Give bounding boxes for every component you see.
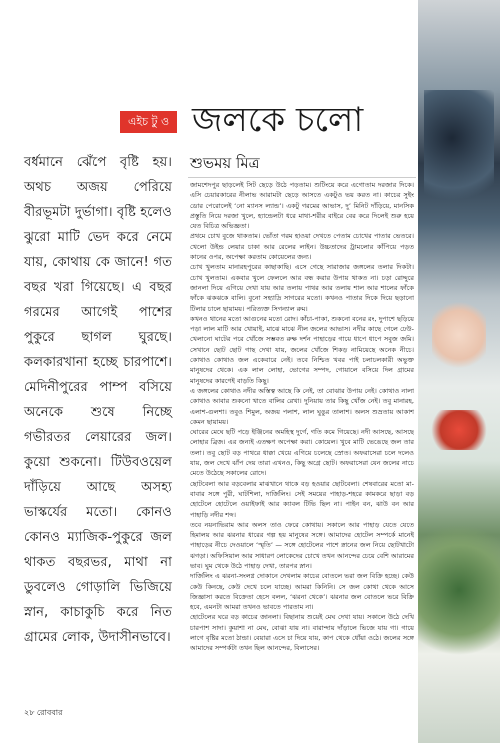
page-folio: ২৮ রোববার xyxy=(24,708,63,717)
byline-divider xyxy=(188,177,416,178)
headline: জলকে চলো xyxy=(192,100,364,140)
dark-cloud-shape xyxy=(424,90,494,210)
figure-shape xyxy=(432,300,486,370)
article-body xyxy=(190,180,414,685)
section-badge: এইচ টু ও xyxy=(120,111,177,133)
red-accent-shape xyxy=(428,410,490,450)
body-paragraph: প্রথমে চোখ বুজে থাকতাম। ভোঁতা গরম হাওয়া দেখতে পেতাম চোখের পাতার ভেতরে। খেলো উইন্ড লেয়ার চাকা আর রেলের লাইন। উচ্চতাদের ট্রামলোর কাঁপিয়ে পড়ত কানের ওপর, অপেক্ষা করতাম কোয়েলের জন্য। xyxy=(190,232,414,262)
body-paragraph: চোখ খুলতাম মানারহপুরের কাছাকাছি। এসে গেছে সারাজার জঙ্গলের তলার দিকটা। চোখ খুলতাম। একবার খুলে ফেললে আর বন্ধ করার উপায় থাকত না। চড়া রোদ্দুরে জানলা দিয়ে এগিয়ে দেখা যায় আর তলায় পাথর আর তলায় শাল আর শালের ফাঁকে ফাঁকে ঝকঝকে বালি। বুনো সহ্যাদ্রি সাগরের মতো। কখনও পাতার দিকে দিয়ে ছড়ানো টিলার চালে ছায়াময়। পরিত্যক্ত সিগন্যাল রুম। xyxy=(190,263,414,313)
body-paragraph: হোটেলের ঘরে বড় কাচের জানলা। বিছানায় শুয়েই মেঘ দেখা যায়। সকালে উঠে দেখি চারপাশ সাদা। কুয়াশা না মেঘ, বোঝা যায় না। বারান্দায় দাঁড়ালে ভিজে যায় গা। গায়ে লাগে বৃষ্টির মতো ঠান্ডা। বেয়ারা এসে চা দিয়ে যায়, কাপ থেকে ধোঁয়া ওঠে। জলের সঙ্গে আমাদের সম্পর্কটা তখন ছিল আনন্দের, বিলাসের। xyxy=(190,613,414,653)
watercolor-artwork xyxy=(418,0,500,743)
body-paragraph: তবে নয়নাভিরাম আর অলস তাও ফেরে কোথায়। সকালে আর পাহাড় যেতে যেতে হিমালয় আর ঝরনার ধারের গল্প হয় মানুষের সঙ্গে। আমাদের হোটেল সম্পর্কে মানেই পাহাড়ের নীচে দেওয়ালে ‘স্মৃতি’ — সঙ্গে হোটেলের পাশে স্নানের জল নিয়ে ছোটখাটো ঝগড়া। অফিসিয়াল আর সাধারণ লোকেদের চোখে তখন আনন্দের চেয়ে বেশি আরামের ভাব। ঘুম থেকে উঠে পাহাড় দেখা, তারপর স্নান। xyxy=(190,520,414,570)
body-paragraph: ছোটবেলা আর বড়বেলার মাঝখানে থাকে বড় হওয়ার ছোটবেলা। শেষবারের মতো মা-বাবার সঙ্গে পুরী, ঘাটশিলা, দার্জিলিং। সেই সময়ের পাহাড়-শহরে কামকরে ছাড়া বড় হোটেলে হোটেলে ওয়াইফাই আর ক্যাবল টিভি ছিল না। পাইন বন, ঝাউ বন আর পাহাড়ি নদীর শব্দ। xyxy=(190,479,414,519)
body-paragraph: দার্জিলিং এ ঝরনা-সংলগ্ন দোকানে দেখলাম কাচের বোতলে ভরা জল বিক্রি হচ্ছে। কেউ কেউ কিনছে, কেউ দেখে চলে যাচ্ছে। আমরা কিনিনি। সে জল কোথা থেকে আসে জিজ্ঞাসা করতে বিক্রেতা হেসে বলল, ‘ঝরনা থেকে’। ঝরনার জল বোতলে ভরে বিক্রি হবে, এমনটা আমরা তখনও ভাবতে পারতাম না। xyxy=(190,572,414,612)
byline: শুভময় মিত্র xyxy=(190,154,260,172)
foliage-shape xyxy=(418,520,500,660)
body-paragraph: এ জঙ্গলের কোথাও নদীর অস্তিত্ব আছে কি নেই, তা বোঝার উপায় নেই। কোথাও নালা কোথাও আবার শুকনো খাতে বালির রেখা। দুনিয়ায় তার কিছু খোঁজ নেই। তবু মানারহ, এলাশ-গুলশা। তবুও শিমুল, অজয় পলাশ, লাল ঘুঙুর তালাশ। অলস শুভ্রতায় আকাশ কেমন ছায়াময়। xyxy=(190,386,414,426)
body-paragraph: ঘোরের মেঘে ছটি পড়ে ইঞ্জিনের অমহিস্থ দুর্গে, গতি কমে গিয়েছে। নদী আসছে, আসছে লোহার ব্রিজ। এর জন্যই এতক্ষণ অপেক্ষা করা। কোয়েল। খুবে মাটি ভেঙেছে জল তার তলা। তবু ছোট বড় পাথরে ধাক্কা খেয়ে এগিয়ে চলেছে স্রোত। অফরাসেরা চলে দলেও যায়, জল দেখে ঝাঁপ দেয় তারা এখনও, কিছু অগ্রে ছোট। অফরাসেরা যেন জলের নাচে মেতে উঠেছে সকালের রোদে। xyxy=(190,428,414,478)
body-paragraph: কখনও থানের মতো আগুনের মতো রোদ। কাঁচা-পাকা, শুকনো বনের রং, দুপাশে ছড়িয়ে পড়া লাল মাটি আর খোয়াই, মাঝে মাঝে নীল জলের আভাস। নদীর কাছে গেলে ঢেউ-খেলানো ঘাটের পরে খোঁজে সম্ভবত রুক্ষ দর্শন পাহাড়ের গায়ে ধাপে ধাপে সবুজ জমি। সেখানে ছোট ছোট গাছ দেখা যায়, জলের খোঁজে শিকড় নামিয়েছে অনেক নীচে। কোথাও কোথাও জল একেবারে নেই। তবে নিশ্চিত খবর পাই চলাচলকারী অভুক্ত মানুষদের থেকে। এক লাল লোহা, ভোগের সম্পদ, গোয়ালে বসিয়ে দিল গ্রামের মানুষদের কারণেই বাড়তি কিছু। xyxy=(190,314,414,385)
body-paragraph: জামশেদপুর ছাড়লেই সিট ছেড়ে উঠে পড়তাম। শুটিংয়ে করে এগোতাম দরজার দিকে। এসি চেয়ারকারের নীলাভ আরামটা ছেড়ে আসতে একটুও ভয় করত না। কাচের সুইং ডোর পেরোলেই ‘নো ম্যানস ল্যান্ড’। একটু গরমের আভাস, দু’ মিনিট দাঁড়িয়ে, মানসিক প্রস্তুতি নিয়ে দরজা খুলে, হ্যান্ডেলটা ধরে মাথা-শরীর বাইরে বের করে দিলেই শুরু হয়ে যেত বিচিত্র অভিজ্ঞতা। xyxy=(190,181,414,231)
lead-paragraph: বর্ধমানে ঝেঁপে বৃষ্টি হয়। অথচ অজয় পেরিয়ে বীরভূমটা দুর্ভাগা। বৃষ্টি হলেও ঝুরো মাটি ভেদ করে নেমে যায়, কোথায় কে জানে! গত বছর খরা গিয়েছে। এ বছর গরমের আগেই পাশের পুকুরে ছাগল ঘুরছে। কলকারখানা হচ্ছে চারপাশে। মেদিনীপুরের পাম্প বসিয়ে অনেকে শুষে নিচ্ছে গভীরতর লেয়ারের জল। কুয়ো শুকনো। টিউবওয়েল দাঁড়িয়ে আছে অসহ্য ভাস্কর্যের মতো। কোনও কোনও ম্যাজিক-পুকুরে জল থাকত বছরভর, মাথা না ডুবলেও গোড়ালি ভিজিয়ে স্নান, কাচাকুচি করে নিত গ্রামের লোক, উদাসীনভাবে। xyxy=(24,155,172,645)
